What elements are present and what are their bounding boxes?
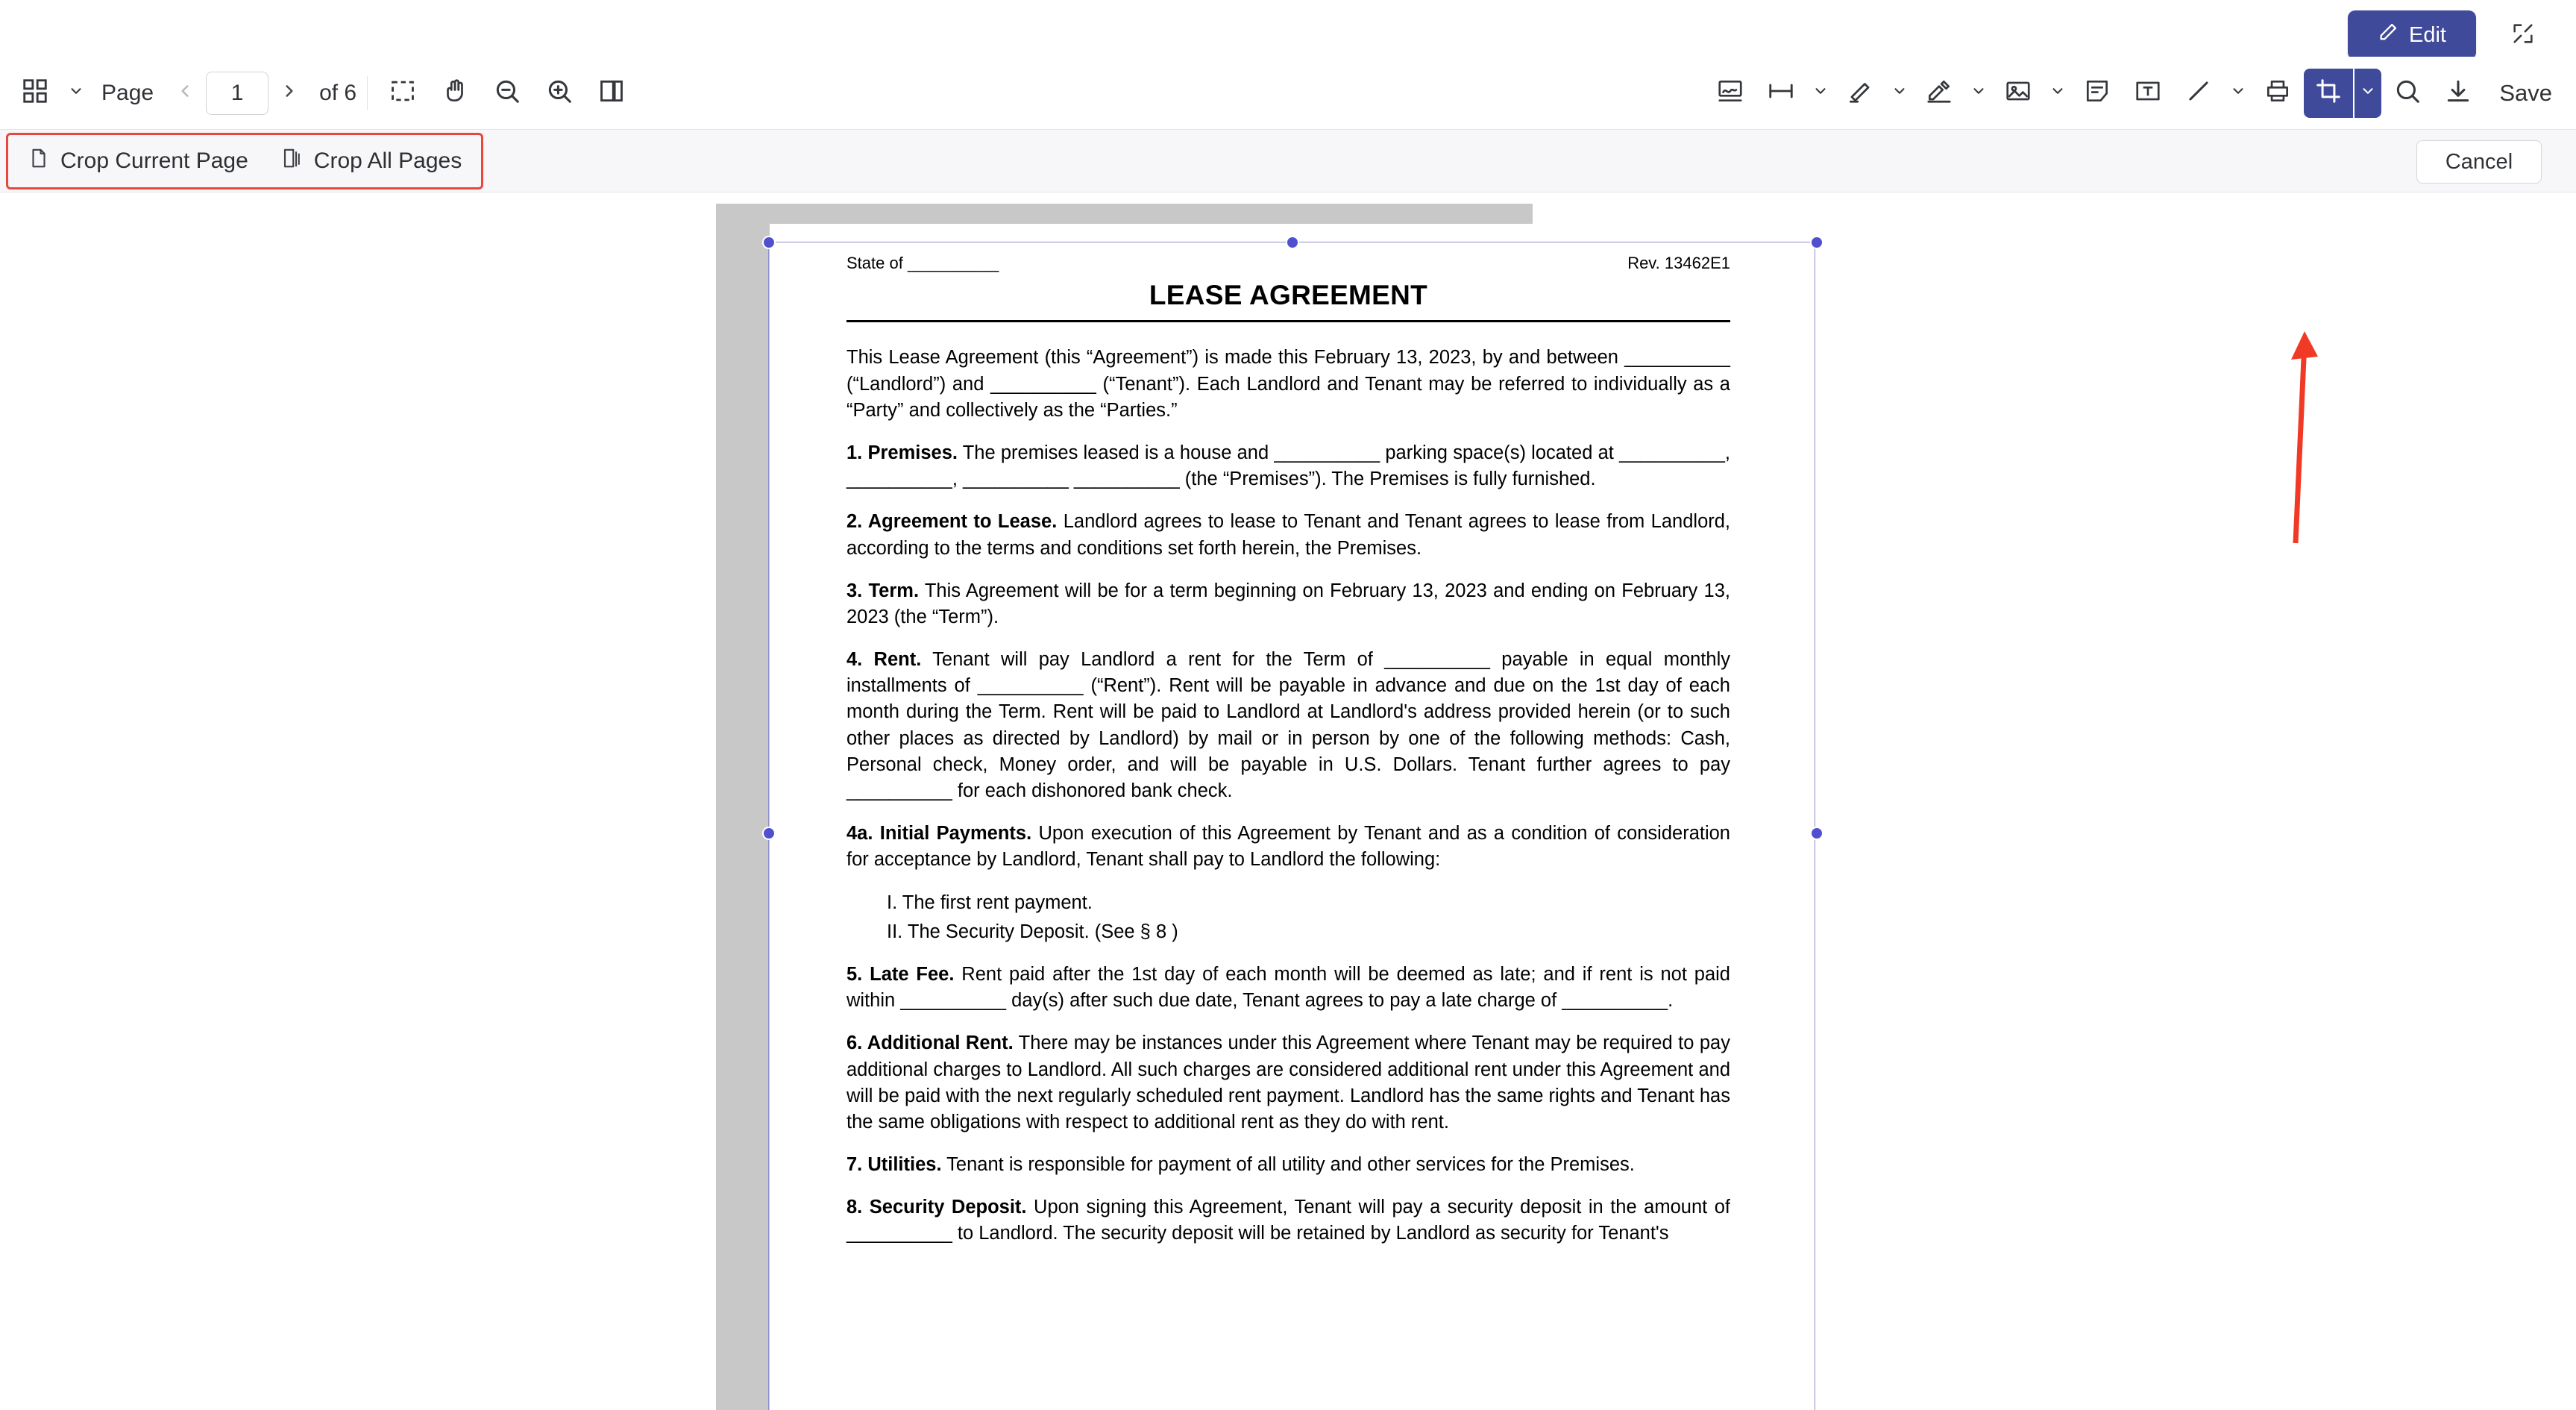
window-header xyxy=(0,0,2576,57)
redact-caret-button[interactable] xyxy=(1965,69,1992,118)
crop-icon xyxy=(2314,77,2343,109)
toolbar-divider xyxy=(367,76,368,110)
paragraph-agreement-heading: 2. Agreement to Lease. xyxy=(846,511,1058,533)
paragraph-agreement-to-lease xyxy=(846,509,1730,561)
measure-icon xyxy=(1767,77,1795,109)
signature-icon xyxy=(1716,77,1744,109)
highlighter-icon xyxy=(1846,77,1874,109)
chevron-down-icon xyxy=(68,83,84,103)
collapse-toolbar-button[interactable] xyxy=(2503,16,2543,54)
hand-pan-icon xyxy=(441,77,469,109)
page-layout-button[interactable] xyxy=(587,69,636,118)
paragraph-utilities xyxy=(846,1152,1730,1178)
highlighter-tool-button[interactable] xyxy=(1835,69,1885,118)
marquee-select-icon xyxy=(389,77,417,109)
paragraph-late-fee xyxy=(846,962,1730,1014)
pan-tool-button[interactable] xyxy=(430,69,480,118)
redact-icon xyxy=(1925,77,1953,109)
paragraph-late-fee-heading: 5. Late Fee. xyxy=(846,963,955,985)
crop-handle-top-right[interactable] xyxy=(1810,236,1823,249)
paragraph-security-deposit-heading: 8. Security Deposit. xyxy=(846,1197,1027,1218)
paragraph-utilities-text: Tenant is responsible for payment of all utility and other services for the Premises. xyxy=(941,1154,1635,1176)
paragraph-initial-payments-heading: 4a. Initial Payments. xyxy=(846,823,1032,845)
measure-caret-button[interactable] xyxy=(1807,69,1834,118)
image-icon xyxy=(2004,77,2032,109)
search-icon xyxy=(2393,77,2422,109)
edit-button-label: Edit xyxy=(2409,22,2446,47)
paragraph-initial-payments-text: Upon execution of this Agreement by Tenant and as a condition of consideration for acceptance by Landlord, Tenant shall pay to Landlord the following: xyxy=(846,823,1730,871)
single-page-icon xyxy=(28,146,50,176)
paragraph-intro-text: This Lease Agreement (this “Agreement”) is made this February 13, 2023, by and between __________ (“Landlord”) and __________ (“Tenant”). Each Landlord and Tenant may be referred to individually as a “Party” and collectively as the “Parties.” xyxy=(846,347,1730,421)
search-button[interactable] xyxy=(2383,69,2432,118)
save-button[interactable]: Save xyxy=(2499,79,2552,106)
crop-caret-button[interactable] xyxy=(2354,69,2381,118)
document-header-row xyxy=(846,252,1730,275)
crop-current-page-label: Crop Current Page xyxy=(60,148,248,173)
crop-all-pages-button[interactable] xyxy=(265,138,478,184)
paragraph-term-heading: 3. Term. xyxy=(846,580,920,601)
chevron-down-icon xyxy=(1891,83,1908,103)
text-box-icon xyxy=(2134,77,2162,109)
page-navigation xyxy=(169,72,306,115)
print-icon xyxy=(2264,77,2292,109)
paragraph-premises-text: The premises leased is a house and __________ parking space(s) located at __________, __________, __________ __________ (the “Premises”). The Premises is fully furnished. xyxy=(846,442,1730,490)
paragraph-rent xyxy=(846,647,1730,804)
list-item: I. The first rent payment. xyxy=(887,892,1093,913)
paragraph-utilities-heading: 7. Utilities. xyxy=(846,1154,942,1176)
download-icon xyxy=(2444,77,2472,109)
paragraph-rent-heading: 4. Rent. xyxy=(846,649,922,671)
sticky-note-button[interactable] xyxy=(2073,69,2122,118)
title-rule xyxy=(846,320,1730,322)
document-viewport[interactable] xyxy=(0,192,2576,1410)
paragraph-rent-text: Tenant will pay Landlord a rent for the Term of __________ payable in equal monthly installments of __________ (“Rent”). Rent will be payable in advance and due on the 1st day of each month during the Term. Rent will be paid to Landlord at Landlord's address provided herein (or to such other places as directed by Landlord) by mail or in person by one of the following methods: Cash, Personal check, Money order, and will be payable in U.S. Dollars. Tenant further agrees to pay __________ for each dishonored bank check. xyxy=(846,649,1730,802)
document-content xyxy=(846,252,1730,1264)
paragraph-agreement-text: Landlord agrees to lease to Tenant and Tenant agrees to lease from Landlord, according to the terms and conditions set forth herein, the Premises. xyxy=(846,511,1731,559)
paragraph-intro xyxy=(846,345,1730,424)
grid-thumbnails-icon xyxy=(21,77,49,109)
revision-label: Rev. 13462E1 xyxy=(1627,254,1730,272)
zoom-in-icon xyxy=(545,77,574,109)
page-label: Page xyxy=(101,80,154,105)
zoom-in-button[interactable] xyxy=(535,69,584,118)
page-count-label: of 6 xyxy=(319,80,357,105)
text-box-button[interactable] xyxy=(2123,69,2173,118)
chevron-down-icon xyxy=(2230,83,2246,103)
crop-tool-button[interactable] xyxy=(2304,69,2353,118)
cancel-button[interactable]: Cancel xyxy=(2416,140,2542,184)
print-button[interactable] xyxy=(2253,69,2302,118)
signature-tool-button[interactable] xyxy=(1706,69,1755,118)
paragraph-security-deposit-text: Upon signing this Agreement, Tenant will pay a security deposit in the amount of __________ to Landlord. The security deposit will be retained by Landlord as security for Tenant's xyxy=(846,1197,1730,1244)
zoom-out-icon xyxy=(493,77,521,109)
main-toolbar xyxy=(0,57,2576,130)
thumbnails-caret-button[interactable] xyxy=(63,69,89,118)
crop-options-group xyxy=(6,133,483,189)
chevron-down-icon xyxy=(2360,83,2376,103)
highlighter-caret-button[interactable] xyxy=(1886,69,1913,118)
pencil-icon xyxy=(2378,22,2398,48)
list-item: II. The Security Deposit. (See § 8 ) xyxy=(887,921,1178,942)
next-page-button[interactable] xyxy=(273,72,306,115)
chevron-down-icon xyxy=(1970,83,1987,103)
chevron-left-icon xyxy=(175,81,195,104)
paragraph-late-fee-text: Rent paid after the 1st day of each month will be deemed as late; and if rent is not paid within __________ day(s) after such due date, Tenant agrees to pay a late charge of __________. xyxy=(846,963,1730,1012)
page-layout-icon xyxy=(597,77,626,109)
crop-current-page-button[interactable] xyxy=(11,138,265,184)
state-of-line: State of __________ xyxy=(846,254,999,272)
paragraph-premises-heading: 1. Premises. xyxy=(846,442,958,463)
previous-page-button[interactable] xyxy=(169,72,201,115)
paragraph-term-text: This Agreement will be for a term beginning on February 13, 2023 and ending on February 13, 2023 (the “Term”). xyxy=(846,580,1730,627)
annotation-arrow xyxy=(2252,312,2342,551)
sticky-note-icon xyxy=(2083,77,2111,109)
select-tool-button[interactable] xyxy=(378,69,427,118)
thumbnails-button[interactable] xyxy=(10,69,60,118)
crop-handle-middle-right[interactable] xyxy=(1810,827,1823,840)
initial-payments-list xyxy=(887,890,1730,945)
edit-button[interactable] xyxy=(2348,10,2476,60)
insert-image-button[interactable] xyxy=(1994,69,2043,118)
all-pages-icon xyxy=(281,146,304,176)
paragraph-term xyxy=(846,578,1730,630)
measure-tool-button[interactable] xyxy=(1756,69,1806,118)
paragraph-additional-rent-heading: 6. Additional Rent. xyxy=(846,1033,1014,1054)
redact-tool-button[interactable] xyxy=(1914,69,1964,118)
chevron-right-icon xyxy=(280,81,299,104)
zoom-out-button[interactable] xyxy=(483,69,532,118)
paragraph-initial-payments xyxy=(846,821,1730,873)
chevron-down-icon xyxy=(2049,83,2066,103)
paragraph-premises xyxy=(846,440,1730,492)
crop-action-bar xyxy=(0,130,2576,192)
page-number-input[interactable] xyxy=(206,72,268,115)
crop-all-pages-label: Crop All Pages xyxy=(313,148,462,173)
draw-line-button[interactable] xyxy=(2174,69,2223,118)
paragraph-additional-rent xyxy=(846,1030,1730,1135)
draw-line-icon xyxy=(2184,77,2213,109)
document-title: LEASE AGREEMENT xyxy=(1149,280,1428,311)
download-button[interactable] xyxy=(2434,69,2483,118)
collapse-icon xyxy=(2510,21,2536,50)
paragraph-additional-rent-text: There may be instances under this Agreement where Tenant may be required to pay additional charges to Landlord. All such charges are considered additional rent under this Agreement and will be paid with the next regularly scheduled rent payment. Landlord has the same rights and Tenant has the same obligations with respect to additional rent as they do with rent. xyxy=(846,1033,1730,1132)
paragraph-security-deposit xyxy=(846,1194,1730,1247)
chevron-down-icon xyxy=(1812,83,1829,103)
draw-line-caret-button[interactable] xyxy=(2225,69,2252,118)
image-caret-button[interactable] xyxy=(2044,69,2071,118)
